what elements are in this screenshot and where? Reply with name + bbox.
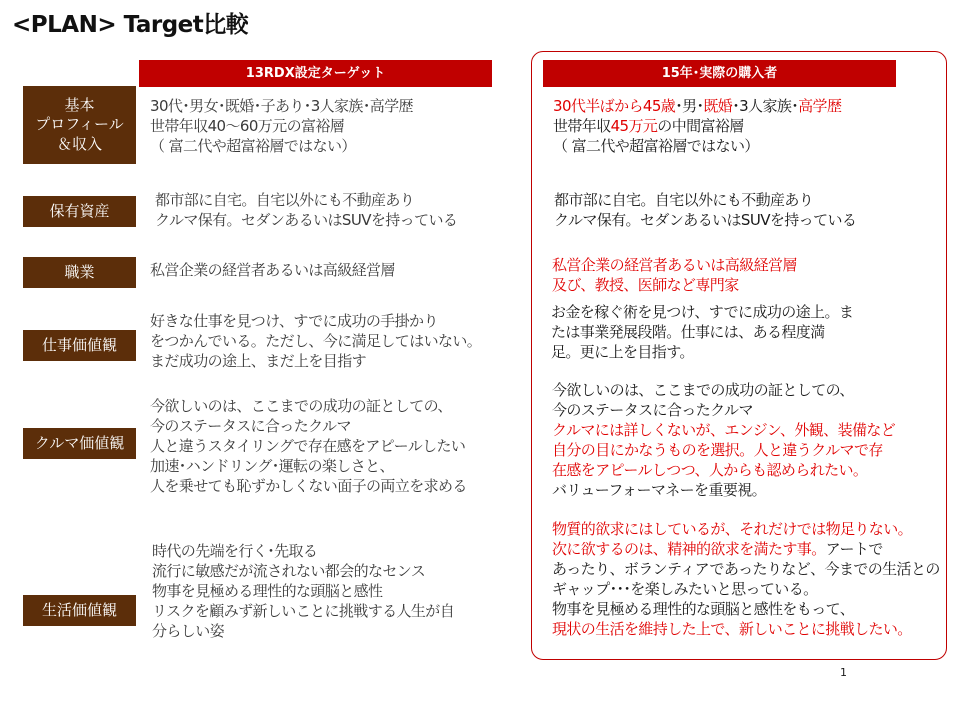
row-label-line: 保有資産: [49, 201, 110, 220]
highlighted-text: 私営企業の経営者あるいは高級経営層: [552, 256, 797, 274]
text-line: [155, 191, 457, 211]
text-line: [150, 352, 481, 372]
highlighted-text: 及び、教授、医師など専門家: [552, 275, 739, 294]
text-segment: たは事業発展段階。仕事には、ある程度満: [551, 322, 825, 341]
text-segment: 物事を見極める理性的な頭脳と感性をもって、: [552, 599, 855, 618]
target-life-values-text: [152, 542, 454, 642]
actual-profile-text: [553, 97, 841, 157]
text-segment: リスクを顧みず新しいことに挑戦する人生が自: [152, 601, 455, 620]
text-line: [553, 137, 841, 157]
text-segment: ･男･: [675, 97, 704, 115]
text-line: [150, 117, 413, 137]
text-line: [552, 276, 797, 296]
text-line: [152, 562, 454, 582]
text-line: [150, 437, 467, 457]
row-label-text: [42, 601, 117, 621]
text-line: [150, 261, 395, 281]
highlighted-text: 45万元: [610, 116, 658, 135]
text-line: [554, 191, 856, 211]
highlighted-text: 高学歴: [798, 97, 842, 115]
actual-occupation-text: [552, 256, 797, 296]
row-label-line: プロフィール: [35, 115, 124, 134]
text-line: [552, 560, 940, 580]
text-line: [551, 323, 853, 343]
column-header-actual: 15年･実際の購入者: [543, 60, 896, 87]
column-header-target: 13RDX設定ターゲット: [139, 60, 492, 87]
target-car-values-text: [150, 397, 467, 497]
text-line: [150, 137, 413, 157]
highlighted-text: 30代半ばから45歳: [553, 97, 676, 115]
text-segment: ･3人家族･: [732, 97, 799, 115]
row-label-text: [35, 96, 124, 155]
text-line: [150, 477, 467, 497]
text-segment: 時代の先端を行く･先取る: [152, 542, 318, 560]
text-segment: 30代･男女･既婚･子あり･3人家族･高学歴: [150, 97, 413, 115]
actual-work-values-text: [551, 303, 853, 363]
text-segment: ギャップ･･･を楽しみたいと思っている。: [552, 579, 818, 598]
actual-life-values-text: [552, 520, 940, 640]
row-label-assets: [23, 196, 136, 227]
text-line: [552, 540, 940, 560]
text-segment: 都市部に自宅。自宅以外にも不動産あり: [554, 191, 814, 209]
row-label-text: [35, 434, 125, 454]
text-segment: 世帯年収: [553, 116, 611, 135]
text-segment: 今欲しいのは、ここまでの成功の証としての、: [552, 381, 854, 399]
text-line: [552, 461, 895, 481]
text-line: [552, 620, 940, 640]
row-label-line: 生活価値観: [41, 600, 117, 619]
text-segment: 今のステータスに合ったクルマ: [150, 416, 351, 435]
actual-assets-text: [554, 191, 856, 231]
text-line: [552, 520, 940, 540]
text-line: [152, 622, 454, 642]
row-label-text: [42, 336, 117, 356]
row-label-line: 基本: [64, 95, 95, 114]
text-line: [553, 97, 841, 117]
target-profile-text: [150, 97, 413, 157]
text-segment: 物事を見極める理性的な頭脳と感性: [152, 581, 383, 600]
page-number: 1: [840, 666, 847, 679]
text-segment: 人を乗せても恥ずかしくない面子の両立を求める: [150, 476, 467, 495]
text-line: [552, 381, 895, 401]
text-line: [551, 303, 853, 323]
text-line: [150, 332, 481, 352]
highlighted-text: 既婚: [703, 97, 733, 115]
row-label-text: [64, 263, 94, 283]
highlighted-text: 在感をアピールしつつ、人からも認められたい。: [552, 460, 868, 479]
text-line: [150, 457, 467, 477]
row-label-line: クルマ価値観: [34, 433, 125, 452]
text-line: [553, 117, 841, 137]
text-line: [150, 312, 481, 332]
text-segment: （ 富二代や超富裕層ではない）: [553, 136, 759, 155]
slide-title: <PLAN> Target比較: [12, 12, 249, 38]
row-label-line: 職業: [64, 262, 95, 281]
text-segment: をつかんでいる。ただし、今に満足してはいない。: [150, 331, 482, 350]
text-line: [552, 600, 940, 620]
row-label-line: ＆収入: [56, 134, 102, 153]
text-line: [552, 401, 895, 421]
text-segment: クルマ保有。セダンあるいはSUVを持っている: [155, 210, 458, 229]
text-segment: あったり、ボランティアであったりなど、今までの生活との: [552, 559, 940, 578]
text-segment: 足。更に上を目指す。: [551, 342, 694, 361]
text-segment: の中間富裕層: [657, 116, 744, 135]
text-segment: 分らしい姿: [152, 621, 225, 640]
text-line: [551, 343, 853, 363]
highlighted-text: 現状の生活を維持した上で、新しいことに挑戦したい。: [552, 619, 912, 638]
highlighted-text: 自分の目にかなうものを選択。人と違うクルマで存: [552, 440, 883, 459]
text-segment: 人と違うスタイリングで存在感をアピールしたい: [150, 436, 466, 455]
row-label-car-values: [23, 428, 136, 459]
row-label-profile: [23, 86, 136, 164]
text-segment: 都市部に自宅。自宅以外にも不動産あり: [155, 191, 415, 209]
text-segment: お金を稼ぐ術を見つけ、すでに成功の途上。ま: [551, 303, 854, 321]
text-segment: 今欲しいのは、ここまでの成功の証としての、: [150, 397, 452, 415]
target-work-values-text: [150, 312, 481, 372]
row-label-occupation: [23, 257, 136, 288]
text-line: [554, 211, 856, 231]
text-line: [552, 256, 797, 276]
text-line: [152, 602, 454, 622]
text-segment: 私営企業の経営者あるいは高級経営層: [150, 261, 395, 279]
text-segment: 好きな仕事を見つけ、すでに成功の手掛かり: [150, 312, 438, 330]
text-segment: 世帯年収40～60万元の富裕層: [150, 116, 345, 135]
highlighted-text: クルマには詳しくないが、エンジン、外観、装備など: [552, 420, 896, 439]
text-segment: （ 富二代や超富裕層ではない）: [150, 136, 356, 155]
row-label-life-values: [23, 595, 136, 626]
text-line: [552, 580, 940, 600]
text-line: [152, 542, 454, 562]
actual-car-values-text: [552, 381, 895, 501]
text-segment: まだ成功の途上、まだ上を目指す: [150, 351, 367, 370]
highlighted-text: 次に欲するのは、精神的欲求を満たす事。: [552, 539, 826, 558]
text-line: [552, 421, 895, 441]
text-segment: バリューフォーマネーを重要視。: [552, 480, 767, 499]
text-segment: アートで: [825, 539, 883, 558]
text-segment: クルマ保有。セダンあるいはSUVを持っている: [554, 210, 857, 229]
text-segment: 今のステータスに合ったクルマ: [552, 400, 753, 419]
target-occupation-text: [150, 261, 395, 281]
text-segment: 流行に敏感だが流されない都会的なセンス: [152, 561, 426, 580]
text-line: [150, 417, 467, 437]
text-line: [155, 211, 457, 231]
highlighted-text: 物質的欲求にはしているが、それだけでは物足りない。: [552, 520, 913, 538]
text-line: [552, 441, 895, 461]
row-label-text: [49, 202, 109, 222]
text-line: [152, 582, 454, 602]
target-assets-text: [155, 191, 457, 231]
row-label-line: 仕事価値観: [41, 335, 117, 354]
row-label-work-values: [23, 330, 136, 361]
text-segment: 加速･ハンドリング･運転の楽しさと、: [150, 456, 394, 475]
text-line: [552, 481, 895, 501]
text-line: [150, 97, 413, 117]
text-line: [150, 397, 467, 417]
